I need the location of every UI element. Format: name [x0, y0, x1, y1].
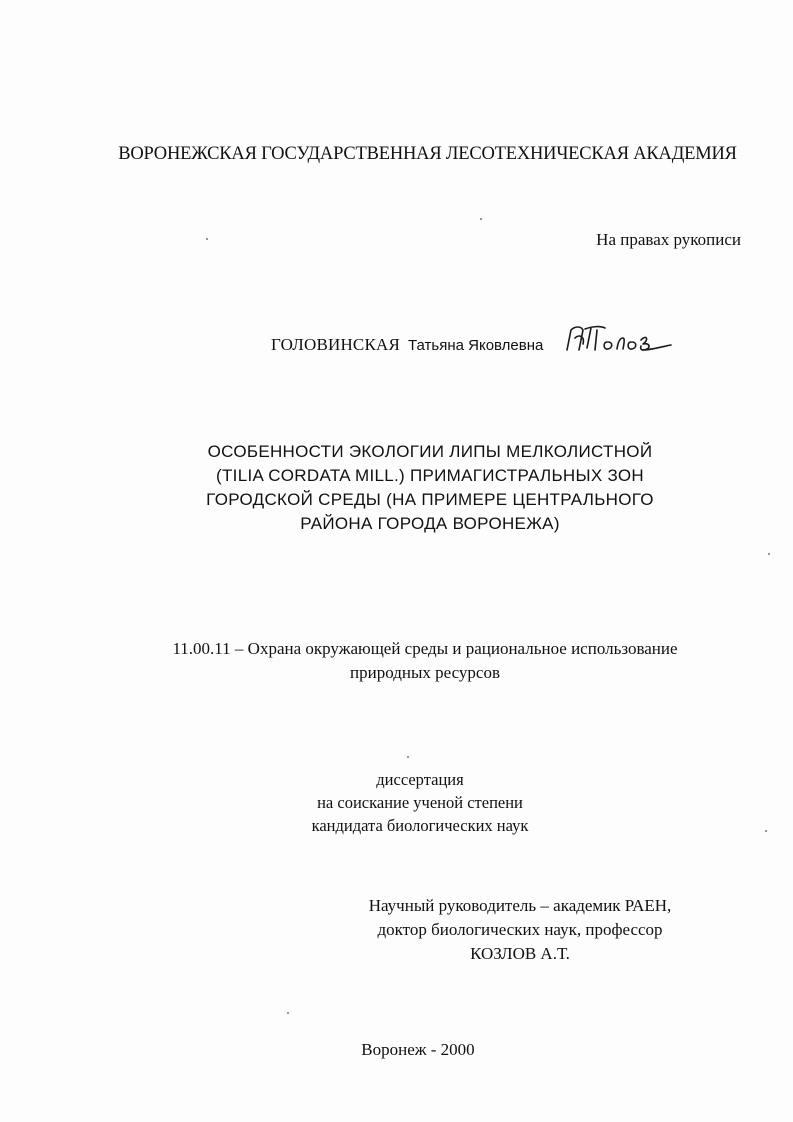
dissertation-title — [150, 440, 710, 536]
handwritten-signature — [561, 320, 673, 360]
degree-line: диссертация — [376, 770, 464, 789]
scan-speck — [480, 218, 482, 220]
title-line: ГОРОДСКОЙ СРЕДЫ (НА ПРИМЕРЕ ЦЕНТРАЛЬНОГО — [206, 490, 654, 509]
supervisor-line: Научный руководитель – академик РАЕН, — [368, 896, 672, 915]
scan-speck — [765, 830, 767, 832]
author-surname: ГОЛОВИНСКАЯ — [271, 335, 401, 354]
degree-line: на соискание ученой степени — [317, 793, 523, 812]
specialty-code — [110, 637, 740, 685]
scan-speck — [206, 238, 208, 240]
scientific-supervisor — [330, 894, 710, 966]
scan-speck — [768, 553, 770, 555]
rights-note: На правах рукописи — [596, 230, 741, 249]
title-line: РАЙОНА ГОРОДА ВОРОНЕЖА) — [300, 514, 560, 533]
supervisor-line: КОЗЛОВ А.Т. — [470, 944, 570, 963]
degree-line: кандидата биологических наук — [311, 816, 529, 835]
city-year: Воронеж - 2000 — [361, 1040, 475, 1059]
author-given-names: Татьяна Яковлевна — [408, 336, 544, 354]
specialty-line: природных ресурсов — [350, 663, 500, 682]
degree-statement — [220, 768, 620, 837]
institution-name: ВОРОНЕЖСКАЯ ГОСУДАРСТВЕННАЯ ЛЕСОТЕХНИЧЕСКАЯ АКАДЕМИЯ — [118, 144, 737, 164]
specialty-line: 11.00.11 – Охрана окружающей среды и рациональное использование — [172, 639, 678, 658]
scan-speck — [407, 756, 409, 758]
title-line: (TILIA CORDATA MILL.) ПРИМАГИСТРАЛЬНЫХ ЗОН — [216, 466, 644, 485]
scan-speck — [287, 1012, 289, 1014]
title-line: ОСОБЕННОСТИ ЭКОЛОГИИ ЛИПЫ МЕЛКОЛИСТНОЙ — [207, 442, 653, 461]
author-line — [271, 330, 673, 360]
supervisor-line: доктор биологических наук, профессор — [377, 920, 663, 939]
